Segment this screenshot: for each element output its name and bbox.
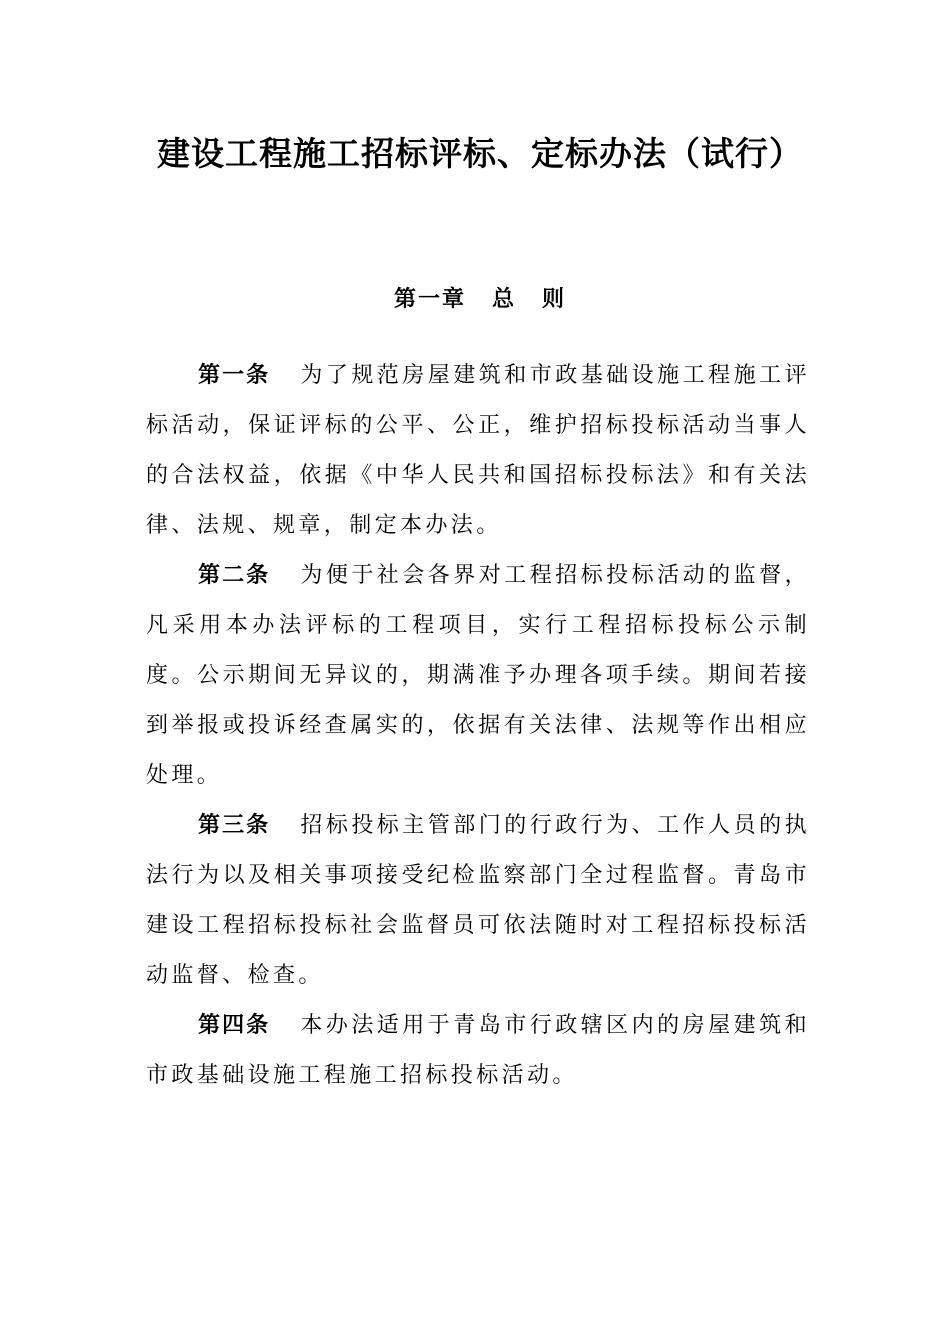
article-3 [146,801,810,1001]
article-4 [146,1001,810,1101]
article-label: 第四条 [198,1013,271,1038]
article-2 [146,551,810,801]
article-1 [146,351,810,551]
article-label: 第二条 [198,563,271,588]
article-text: 本办法适用于青岛市行政辖区内的房屋建筑和市政基础设施工程施工招标投标活动。 [146,1013,810,1088]
document-body [146,351,810,1101]
article-text: 为便于社会各界对工程招标投标活动的监督，凡采用本办法评标的工程项目，实行工程招标投标公示制度。公示期间无异议的，期满准予办理各项手续。期间若接到举报或投诉经查属实的，依据有关法律、法规等作出相应处理。 [146,563,810,788]
document-title: 建设工程施工招标评标、定标办法（试行） [157,134,803,173]
article-text: 招标投标主管部门的行政行为、工作人员的执法行为以及相关事项接受纪检监察部门全过程监督。青岛市建设工程招标投标社会监督员可依法随时对工程招标投标活动监督、检查。 [146,813,810,988]
chapter-name-part2: 则 [542,287,567,312]
article-label: 第一条 [198,363,271,388]
article-label: 第三条 [198,813,271,838]
chapter-number: 第一章 [393,287,466,312]
article-text: 为了规范房屋建筑和市政基础设施工程施工评标活动，保证评标的公平、公正，维护招标投标活动当事人的合法权益，依据《中华人民共和国招标投标法》和有关法律、法规、规章，制定本办法。 [146,363,810,538]
chapter-name-part1: 总 [491,287,516,312]
chapter-heading [150,282,810,318]
